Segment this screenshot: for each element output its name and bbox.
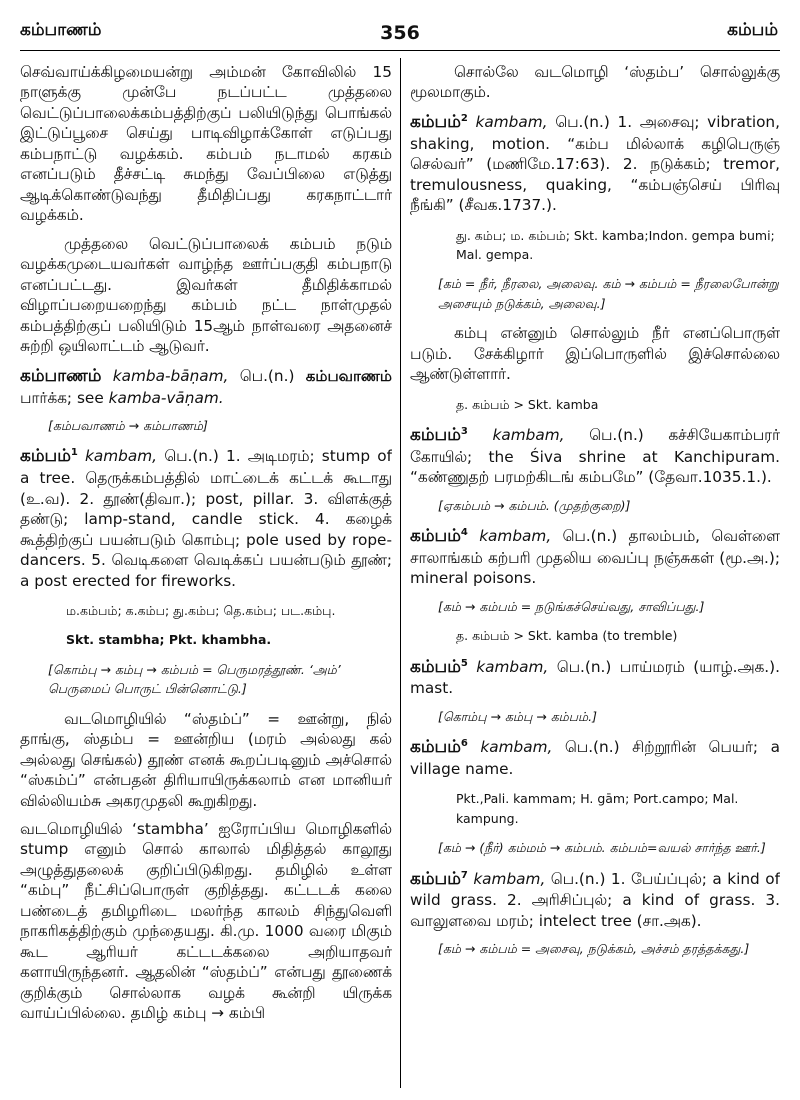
etymology: [கம் → கம்பம் = அசைவு, நடுக்கம், அச்சம் தரத்தக்கது.] [438,941,750,957]
homonym-number: 1 [70,447,78,459]
romanization: kambam, [473,869,546,888]
homonym-number: 2 [460,112,468,124]
paragraph: சொல்லே வடமொழி ‘ஸ்தம்ப’ சொல்லுக்கு மூலமாகும். [410,63,780,102]
cross-ref-headword: கம்பவாணம் [305,366,392,385]
definition: பெ.(n.) 1. அடிமரம்; stump of a tree. தெருக்கம்பத்தில் மாட்டைக் கட்டக் கூடாது (உ.வ). 2. தூண்(திவா.); post, pillar. 3. விளக்குத் தண்டு; lamp-stand, candle stick. 4. கழைக் கூத்திற்குப் பயன்படும் கொம்பு; pole used by rope-dancers. 5. வெடிகளை வெடிக்கப் பயன்படும் தூண்; a post erected for fireworks. [20,447,392,590]
headword: கம்பம் [410,425,461,445]
paragraph: செவ்வாய்க்கிழமையன்று அம்மன் கோவிலில் 15 நாளுக்கு முன்பே நடப்பட்ட முத்தலை வெட்டுப்பாலைக்கம்பத்திற்குப் பலியிடுந்து பொங்கல் இட்டுப்பூசை செய்து பாடிவிழாக்கோள் எடுப்பது கம்பநாட்டு வழக்கம். கம்பம் நடாமல் கரகம் எனப்படும் தீச்சட்டி சுமந்து வேப்பிலை எடுத்து ஆடிக்கொண்டுவந்து தீமிதிப்பது கரகநாட்டார் வழக்கம். [20,63,392,225]
cognates: ம.கம்பம்; க.கம்ப; து.கம்ப; தெ.கம்ப; பட.கம்பு. [66,603,336,619]
entry-kambam-4 [410,525,780,589]
headword: கம்பம் [410,526,461,547]
headword: கம்பம் [410,111,461,132]
etymology: [கொம்பு → கம்பு → கம்பம் = பெருமரத்தூண். ‘அம்’ பெருமைப் பொருட் பின்னொட்டு.] [48,661,341,697]
definition: பெ.(n.) 1. பேய்ப்புல்; a kind of wild grass. 2. அரிசிப்புல்; a kind of grass. 3. வாலுளவை மரம்; intelect tree (சா.அக). [410,869,780,930]
homonym-number: 7 [460,869,468,881]
paragraph: வடமொழியில் ‘stambha’ ஐரோப்பிய மொழிகளில் stump எனும் சொல் காலால் மிதித்தல் காலூது அழுத்துதலைக் குறிப்பிடுகிறது. தமிழில் உள்ள “கம்பு” நீட்சிப்பொருள் குறித்தது. கட்டடக் கலை பண்டைத் தமிழரிடை மலர்ந்த காலம் சிந்துவெளி நாகரிகத்திற்கும் முந்தையது. கி.மு. 1000 வரை மிகும் கூட ஆரியர் கட்டடக்கலை அறியாதவர் களாயிருந்தனர். ஆதலின் “ஸ்தம்ப்” என்பது தூணைக் குறிக்கும் சொல்லாக வழக் கூன்றி யிருக்க வாய்ப்பில்லை. தமிழ் கம்பு → கம்பி [20,820,392,1023]
romanization: kambam, [480,738,553,757]
entry-kambam-2 [410,111,780,216]
definition: பெ.(n.) 1. அசைவு; vibration, shaking, motion. “கம்ப மில்லாக் கழிபெருஞ் செல்வர்” (மணிமே.17:63). 2. நடுக்கம்; tremor, tremulousness, quaking, “கம்பஞ்செய் பிரிவு நீங்கி” (சீவக.1737.). [410,112,780,215]
page-number: 356 [380,22,420,44]
entry-kambam-1 [20,445,392,591]
homonym-number: 6 [460,738,468,750]
headword: கம்பம் [20,446,71,467]
entry-kambam-6 [410,736,780,779]
paragraph: கம்பு என்னும் சொல்லும் நீர் எனப்பொருள் படும். சேக்கிழார் இப்பொருளில் இச்சொல்லை ஆண்டுள்ளார். [410,324,780,384]
homonym-number: 3 [460,425,468,437]
headword: கம்பம் [410,868,461,889]
etymology: [கம் → (நீர்) கம்மம் → கம்பம். கம்பம்=வயல் சார்ந்த ஊர்.] [438,840,766,856]
etymology: [கம் = நீர், நீரலை, அலைவு. கம் → கம்பம் = நீரலைபோன்று அசையும் நடுக்கம், அலைவு.] [438,276,779,311]
romanization: kambam, [492,426,565,444]
romanization: kamba-bāṇam, [112,366,229,385]
etymology: [ஏகம்பம் → கம்பம். (முதற்குறை)] [438,497,631,513]
cognates: த. கம்பம் > Skt. kamba (to tremble) [456,628,678,644]
cognates: Skt. stambha; Pkt. khambha. [66,632,272,648]
definition: பெ.(n.) தாலம்பம், வெள்ளை சாலாங்கம் கற்பரி முதலிய வைப்பு நஞ்சுகள் (மூ.அ.); mineral poisons. [410,527,780,588]
romanization: kambam, [85,447,158,466]
romanization: kambam, [476,657,549,676]
definition: பெ.(n.) பாய்மரம் (யாழ்.அக.). mast. [410,657,780,698]
romanization: kambam, [475,112,548,131]
entry-kambam-3 [410,424,780,488]
cross-ref-romanization: kamba-vāṇam. [108,388,224,407]
header-rule [20,50,780,51]
etymology: [கொம்பு → கம்பு → கம்பம்.] [438,708,597,724]
etymology: [கம்பவாணம் → கம்பாணம்] [48,418,208,434]
etymology: [கம் → கம்பம் = நடுங்கச்செய்வது, சாவிப்பது.] [438,598,705,614]
entry-kambam-5 [410,656,780,699]
running-head-right: கம்பம் [727,20,778,40]
paragraph: முத்தலை வெட்டுப்பாலைக் கம்பம் நடும் வழக்கமுடையவர்கள் வாழ்ந்த ஊர்ப்பகுதி கம்பநாடு எனப்பட்டது. இவர்கள் தீமிதிக்காமல் விழாப்பறையறைந்து கம்பம் நட்ட நாள்முதல் கம்பத்திற்குப் பலியிடும் 15ஆம் நாள்வரை அதனைச் சுற்றி ஒயிலாட்டம் ஆடுவர். [20,234,392,356]
definition: பெ.(n.) சிற்றூரின் பெயர்; a village name. [410,738,780,778]
running-head-left: கம்பாணம் [20,20,102,40]
entry-kambanam [20,365,392,408]
definition: பெ.(n.) கச்சியேகாம்பரர் கோயில்; the Śiva shrine at Kanchipuram. “கண்ணுதற் பரமற்கிடங் கம்பமே” (தேவா.1035.1.). [410,426,780,487]
cognates: து. கம்ப; ம. கம்பம்; Skt. kamba;Indon. gempa bumi; Mal. gempa. [456,227,775,263]
headword: கம்பம் [410,656,461,677]
left-column [20,62,392,1090]
right-column [410,62,780,1090]
cognates: Pkt.,Pali. kammam; H. gām; Port.campo; Mal. kampung. [456,791,739,826]
cognates: த. கம்பம் > Skt. kamba [456,396,599,412]
part-of-speech: பெ.(n.) [239,366,295,385]
entry-kambam-7 [410,868,780,932]
homonym-number: 4 [460,527,468,539]
homonym-number: 5 [460,657,468,669]
headword: கம்பம் [410,737,461,758]
column-divider [400,58,401,1088]
paragraph: வடமொழியில் “ஸ்தம்ப்” = ஊன்று, நில் தாங்கு, ஸ்தம்ப = ஊன்றிய (மரம் அல்லது கல் அல்லது செங்கல்) தூண் எனக் கூறப்படினும் அச்சொல் “ஸ்கம்ப்” என்பதன் திரியாயிருக்கலாம் என மானியர் வில்லியம்சு அகரமுதலி கூறுகிறது. [20,709,392,810]
headword: கம்பாணம் [20,365,102,386]
cross-ref-text: பார்க்க; see [20,388,104,407]
romanization: kambam, [479,527,552,546]
